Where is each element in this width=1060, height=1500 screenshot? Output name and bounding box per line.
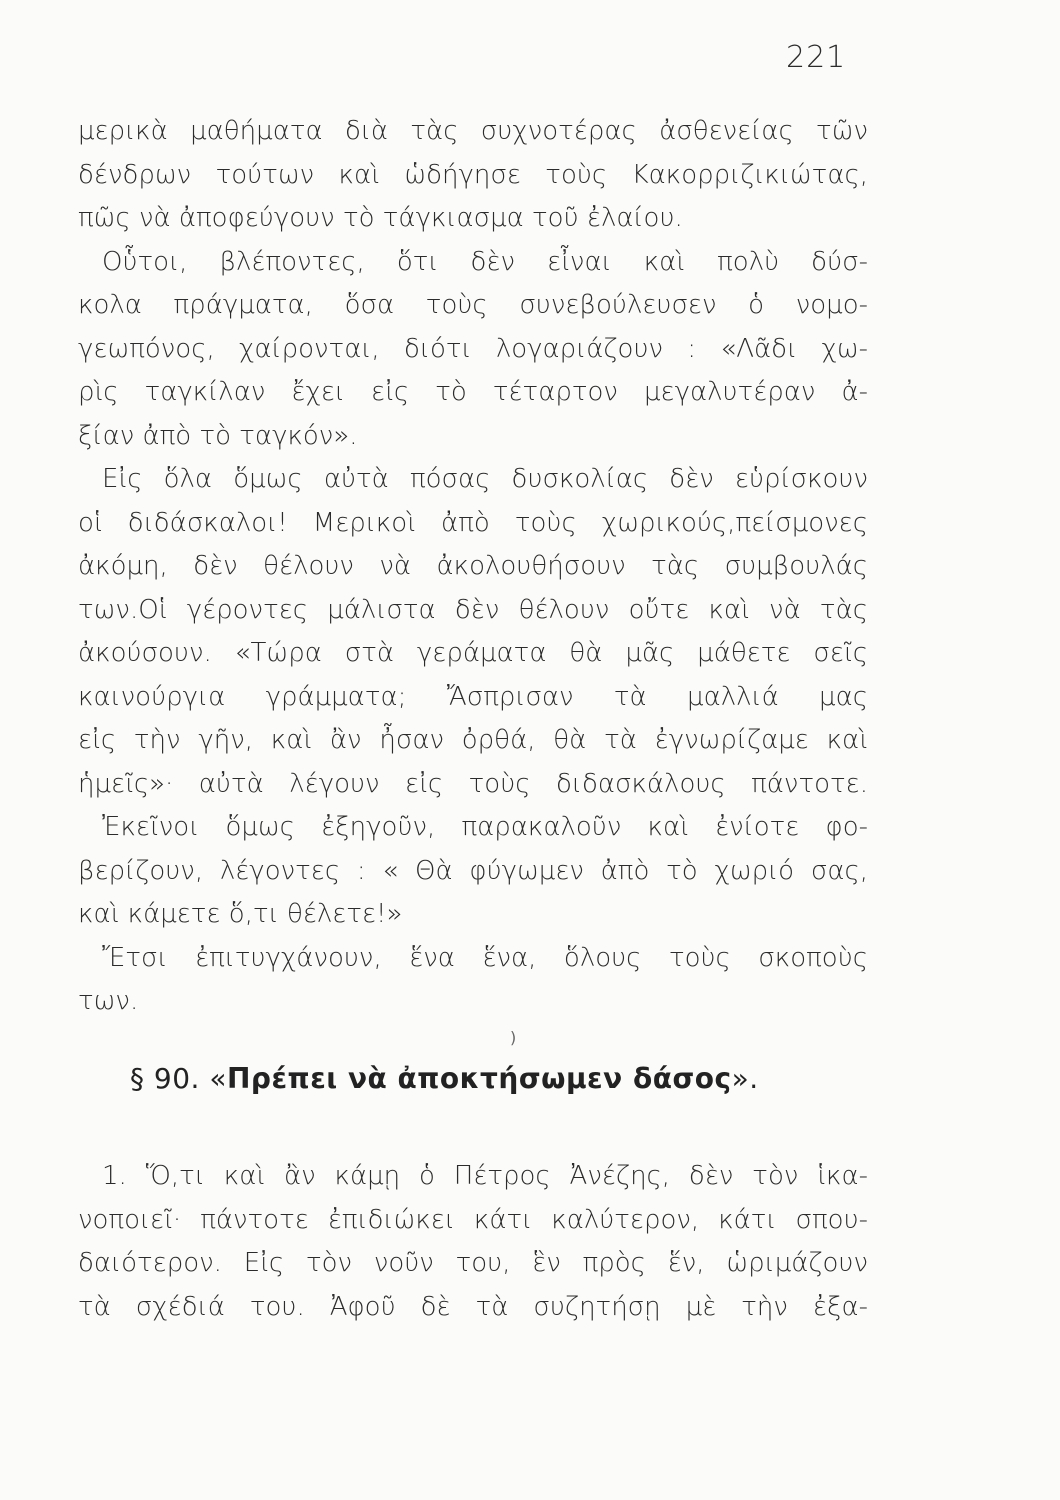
text-line: ρὶς ταγκίλαν ἔχει εἰς τὸ τέταρτον μεγαλυτέραν ἀ- — [78, 377, 868, 407]
text-line: τὰ σχέδιά του. Ἀφοῦ δὲ τὰ συζητήσῃ μὲ τὴν ἐξα- — [78, 1291, 868, 1322]
text-line: Ἔτσι ἐπιτυγχάνουν, ἕνα ἕνα, ὅλους τοὺς σκοποὺς — [102, 942, 868, 973]
text-line: εἰς τὴν γῆν, καὶ ἂν ἦσαν ὀρθά, θὰ τὰ ἐγνωρίζαμε καὶ — [78, 725, 868, 755]
body-text — [78, 110, 868, 1024]
text-line: οἱ διδάσκαλοι! Μερικοὶ ἀπὸ τοὺς χωρικούς,πείσμονες — [78, 507, 868, 538]
stray-mark: ) — [510, 1028, 517, 1047]
text-line: δένδρων τούτων καὶ ὡδήγησε τοὺς Κακορριζικιώτας, — [78, 159, 868, 190]
text-line: γεωπόνος, χαίρονται, διότι λογαριάζουν : «Λᾶδι χω- — [78, 333, 868, 364]
text-line: των. — [78, 986, 139, 1016]
text-line: Εἰς ὅλα ὅμως αὐτὰ πόσας δυσκολίας δὲν εὑρίσκουν — [102, 464, 868, 494]
text-line: μερικὰ μαθήματα διὰ τὰς συχνοτέρας ἀσθενείας τῶν — [78, 116, 868, 146]
text-line: δαιότερον. Εἰς τὸν νοῦν του, ἓν πρὸς ἕν, ὡριμάζουν — [78, 1248, 868, 1278]
section-title-open-quote: « — [209, 1062, 227, 1095]
text-line: ἀκόμη, δὲν θέλουν νὰ ἀκολουθήσουν τὰς συμβουλάς — [78, 551, 868, 581]
section-title-close-quote: ». — [731, 1062, 759, 1095]
section-heading — [130, 1062, 890, 1095]
text-line: ἀκούσουν. «Τώρα στὰ γεράματα θὰ μᾶς μάθετε σεῖς — [78, 638, 868, 668]
text-line: Ἐκεῖνοι ὅμως ἐξηγοῦν, παρακαλοῦν καὶ ἐνίοτε φο- — [102, 812, 868, 842]
text-line: καινούργια γράμματα; Ἄσπρισαν τὰ μαλλιά μας — [78, 681, 868, 712]
text-line: ἡμεῖς»· αὐτὰ λέγουν εἰς τοὺς διδασκάλους πάντοτε. — [78, 768, 868, 799]
text-line: των.Οἱ γέροντες μάλιστα δὲν θέλουν οὔτε καὶ νὰ τὰς — [78, 594, 868, 625]
text-line: κολα πράγματα, ὅσα τοὺς συνεβούλευσεν ὁ νομο- — [78, 290, 868, 320]
text-line: Οὗτοι, βλέποντες, ὅτι δὲν εἶναι καὶ πολὺ δύσ- — [102, 246, 868, 277]
text-line: ξίαν ἀπὸ τὸ ταγκόν». — [78, 420, 358, 451]
section-title: Πρέπει νὰ ἀποκτήσωμεν δάσος — [226, 1062, 732, 1095]
text-line: καὶ κάμετε ὅ,τι θέλετε!» — [78, 899, 403, 929]
text-line: πῶς νὰ ἀποφεύγουν τὸ τάγκιασμα τοῦ ἐλαίου. — [78, 203, 683, 233]
text-line: νοποιεῖ· πάντοτε ἐπιδιώκει κάτι καλύτερον, κάτι σπου- — [78, 1204, 868, 1235]
page-number: 221 — [786, 40, 847, 75]
text-line: βερίζουν, λέγοντες : « Θὰ φύγωμεν ἀπὸ τὸ χωριό σας, — [78, 855, 868, 886]
section-body — [78, 1155, 868, 1329]
section-number: § 90. — [130, 1062, 200, 1095]
text-line: 1. Ὅ,τι καὶ ἂν κάμῃ ὁ Πέτρος Ἀνέζης, δὲν τὸν ἱκα- — [102, 1161, 868, 1191]
